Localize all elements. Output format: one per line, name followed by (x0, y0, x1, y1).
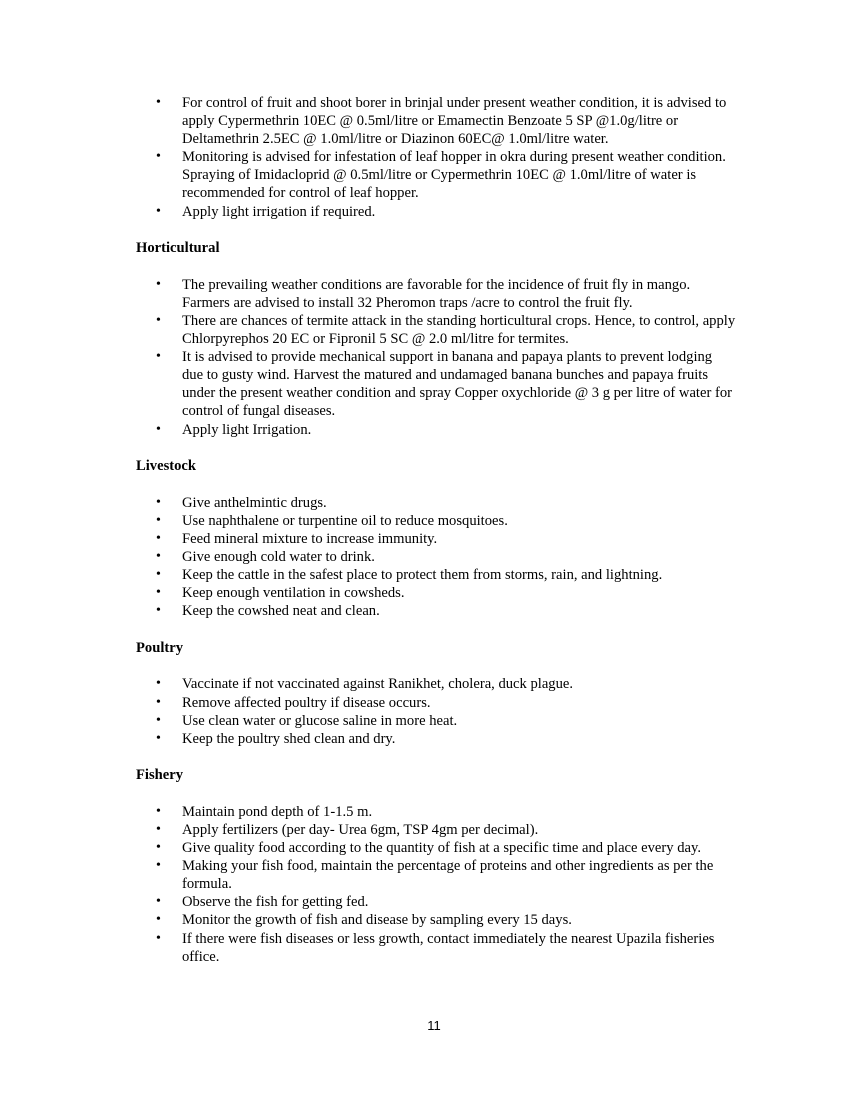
list-item (136, 930, 736, 966)
list-item (136, 803, 736, 821)
bullet-icon: • (156, 494, 161, 510)
list-item (136, 857, 736, 893)
bullet-icon: • (156, 603, 161, 619)
bullet-icon: • (156, 930, 161, 946)
bullet-icon: • (156, 712, 161, 728)
list-item (136, 148, 736, 202)
list-item-text: Keep the poultry shed clean and dry. (182, 730, 396, 747)
livestock-list (136, 494, 736, 621)
list-item-text: Observe the fish for getting fed. (182, 894, 369, 911)
list-item (136, 421, 736, 439)
list-item-text: Apply light irrigation if required. (182, 203, 376, 220)
list-item-text: It is advised to provide mechanical support in banana and papaya plants to prevent lodging due to gusty wind. Harvest the matured and undamaged banana bunches and papaya fruits under the present weather condition and spray Copper oxychloride @ 3 g per litre of water for control of fungal diseases. (182, 349, 732, 420)
bullet-icon: • (156, 203, 161, 219)
list-item (136, 821, 736, 839)
bullet-icon: • (156, 512, 161, 528)
list-item (136, 548, 736, 566)
list-item (136, 602, 736, 620)
list-item-text: Vaccinate if not vaccinated against Ranikhet, cholera, duck plague. (182, 676, 574, 693)
section-heading-livestock: Livestock (136, 458, 196, 475)
list-item (136, 712, 736, 730)
bullet-icon: • (156, 548, 161, 564)
page-number: 11 (427, 1018, 441, 1033)
list-item-text: Maintain pond depth of 1-1.5 m. (182, 803, 373, 820)
list-item (136, 94, 736, 148)
bullet-icon: • (156, 840, 161, 856)
list-item (136, 276, 736, 312)
list-item (136, 694, 736, 712)
crop-advice-list (136, 94, 736, 221)
bullet-icon: • (156, 349, 161, 365)
bullet-icon: • (156, 803, 161, 819)
bullet-icon: • (156, 822, 161, 837)
list-item (136, 839, 736, 857)
poultry-list (136, 675, 736, 747)
bullet-icon: • (156, 530, 161, 546)
list-item-text: Feed mineral mixture to increase immunity. (182, 530, 438, 547)
section-heading-horticultural: Horticultural (136, 240, 220, 257)
list-item (136, 584, 736, 602)
bullet-icon: • (156, 567, 161, 583)
list-item (136, 566, 736, 584)
bullet-icon: • (156, 585, 161, 601)
list-item (136, 512, 736, 530)
list-item-text: Apply fertilizers (per day- Urea 6gm, TSP 4gm per decimal). (182, 822, 539, 838)
section-heading-poultry: Poultry (136, 639, 184, 656)
bullet-icon: • (156, 894, 161, 910)
list-item-text: The prevailing weather conditions are favorable for the incidence of fruit fly in mango. Farmers are advised to install 32 Pheromon traps /acre to control the fruit fly. (182, 276, 691, 311)
bullet-icon: • (156, 95, 161, 110)
section-heading-fishery: Fishery (136, 767, 184, 784)
list-item-text: Keep the cowshed neat and clean. (182, 603, 380, 620)
list-item (136, 494, 736, 512)
list-item-text: Give enough cold water to drink. (182, 548, 375, 565)
page-content (136, 94, 736, 966)
list-item-text: Keep enough ventilation in cowsheds. (182, 585, 405, 602)
list-item (136, 911, 736, 929)
list-item-text: Making your fish food, maintain the percentage of proteins and other ingredients as per the formula. (182, 858, 714, 893)
bullet-icon: • (156, 421, 161, 437)
list-item (136, 312, 736, 348)
list-item-text: Use clean water or glucose saline in more heat. (182, 712, 458, 729)
list-item-text: Monitoring is advised for infestation of leaf hopper in okra during present weather condition. Spraying of Imidacloprid @ 0.5ml/litre or Cypermethrin 10EC @ 1.0ml/litre of water is recommended for control of leaf hopper. (182, 149, 726, 202)
horticultural-list (136, 276, 736, 439)
fishery-list (136, 803, 736, 966)
list-item (136, 203, 736, 221)
list-item-text: Monitor the growth of fish and disease by sampling every 15 days. (182, 912, 572, 929)
list-item-text: Use naphthalene or turpentine oil to reduce mosquitoes. (182, 512, 508, 529)
bullet-icon: • (156, 730, 161, 746)
list-item (136, 675, 736, 693)
list-item (136, 530, 736, 548)
list-item-text: Give quality food according to the quantity of fish at a specific time and place every day. (182, 840, 701, 857)
list-item (136, 348, 736, 420)
list-item (136, 730, 736, 748)
bullet-icon: • (156, 276, 161, 292)
list-item-text: Remove affected poultry if disease occurs. (182, 694, 431, 711)
list-item-text: There are chances of termite attack in the standing horticultural crops. Hence, to control, apply Chlorpyrephos 20 EC or Fipronil 5 SC @ 2.0 ml/litre for termites. (182, 312, 736, 348)
list-item (136, 893, 736, 911)
list-item-text: If there were fish diseases or less growth, contact immediately the nearest Upazila fisheries office. (182, 930, 715, 965)
list-item-text: Keep the cattle in the safest place to protect them from storms, rain, and lightning. (182, 567, 663, 584)
list-item-text: Give anthelmintic drugs. (182, 494, 327, 511)
bullet-icon: • (156, 694, 161, 710)
bullet-icon: • (156, 312, 161, 328)
bullet-icon: • (156, 912, 161, 928)
bullet-icon: • (156, 149, 161, 165)
bullet-icon: • (156, 858, 161, 874)
list-item-text: Apply light Irrigation. (182, 421, 312, 438)
bullet-icon: • (156, 676, 161, 692)
list-item-text: For control of fruit and shoot borer in brinjal under present weather condition, it is advised to apply Cypermethrin 10EC @ 0.5ml/litre or Emamectin Benzoate 5 SP @1.0g/litre or Deltamethrin 2.5EC @ 1.0ml/litre or Diazinon 60EC@ 1.0ml/litre water. (182, 95, 727, 148)
